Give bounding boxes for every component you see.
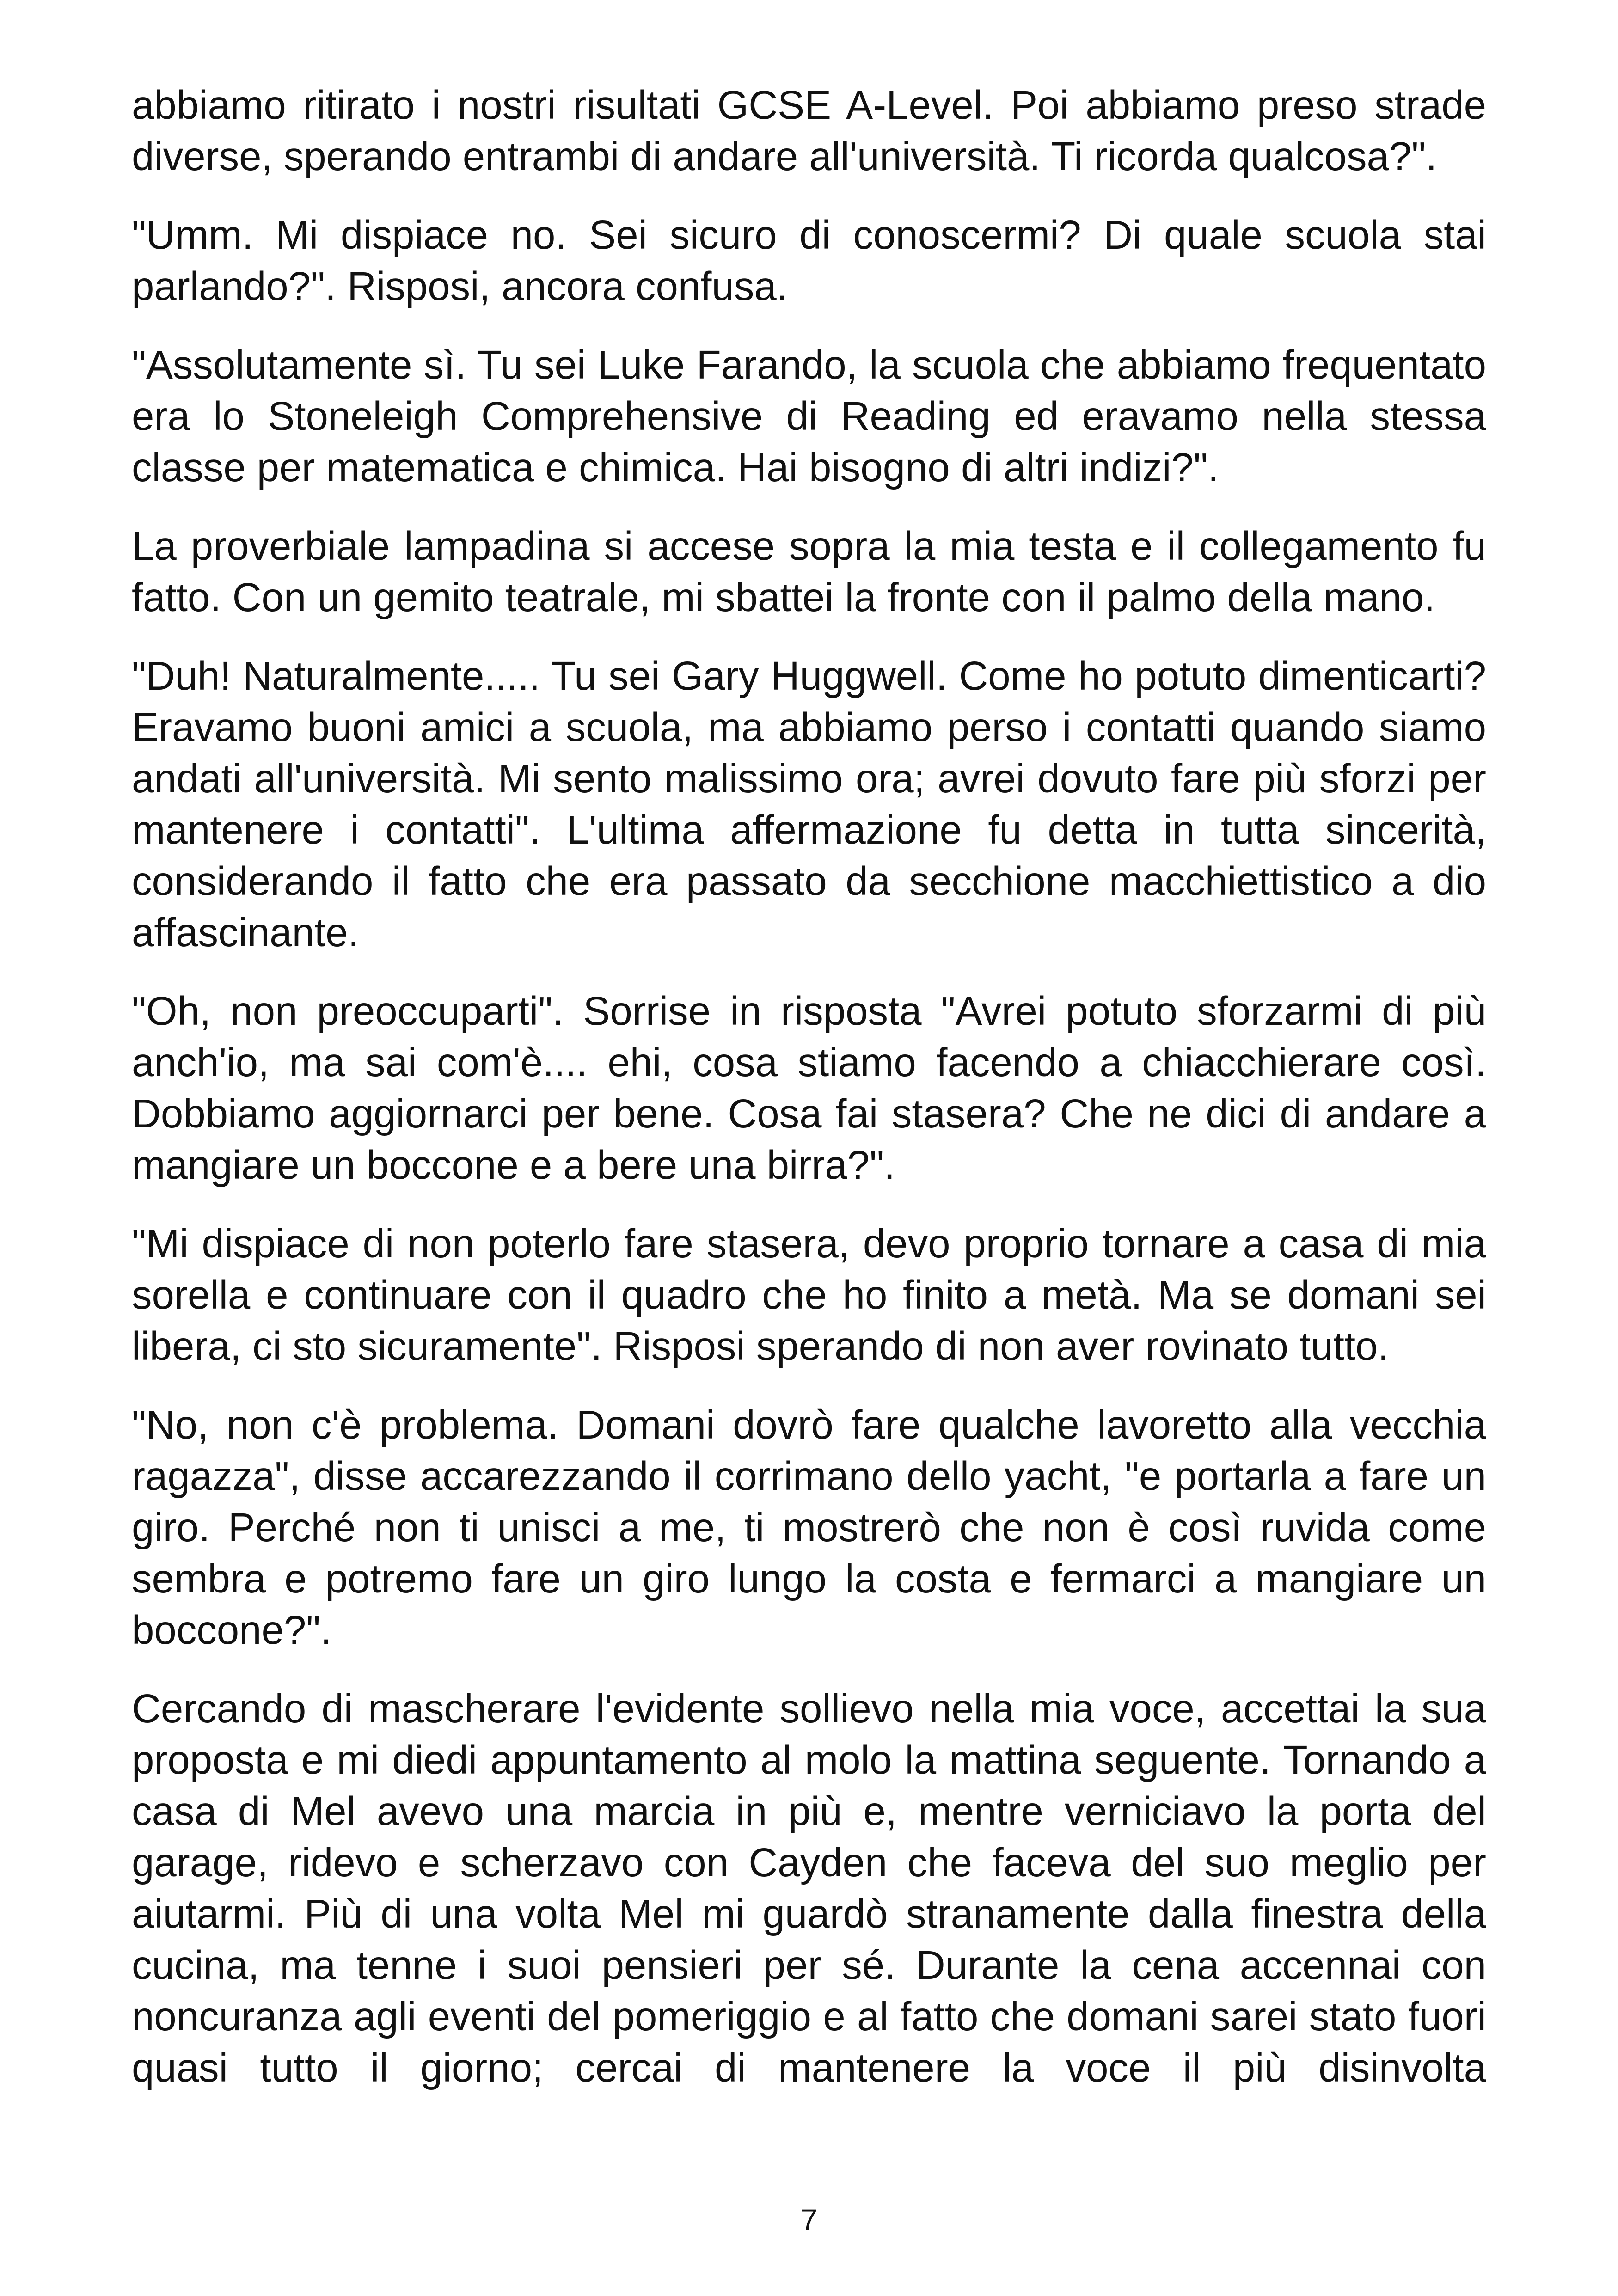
paragraph-6: "Oh, non preoccuparti". Sorrise in risposta "Avrei potuto sforzarmi di più anch'io, ma sai com'è.... ehi, cosa stiamo facendo a chiacchierare così. Dobbiamo aggiornarci per bene. Cosa fai stasera? Che ne dici di andare a mangiare un boccone e a bere una birra?". xyxy=(132,989,1486,1188)
paragraph-7: "Mi dispiace di non poterlo fare stasera, devo proprio tornare a casa di mia sorella e continuare con il quadro che ho finito a metà. Ma se domani sei libera, ci sto sicuramente". Risposi sperando di non aver rovinato tutto. xyxy=(132,1221,1486,1369)
paragraph-1: abbiamo ritirato i nostri risultati GCSE A-Level. Poi abbiamo preso strade diverse, sperando entrambi di andare all'università. Ti ricorda qualcosa?". xyxy=(132,83,1486,179)
paragraph-5: "Duh! Naturalmente..... Tu sei Gary Huggwell. Come ho potuto dimenticarti? Eravamo buoni amici a scuola, ma abbiamo perso i contatti quando siamo andati all'università. Mi sento malissimo ora; avrei dovuto fare più sforzi per mantenere i contatti". L'ultima affermazione fu detta in tutta sincerità, considerando il fatto che era passato da secchione macchiettistico a dio affascinante. xyxy=(132,654,1486,955)
paragraph-2: "Umm. Mi dispiace no. Sei sicuro di conoscermi? Di quale scuola stai parlando?". Risposi, ancora confusa. xyxy=(132,213,1486,309)
paragraph-9: Cercando di mascherare l'evidente sollievo nella mia voce, accettai la sua proposta e mi diedi appuntamento al molo la mattina seguente. Tornando a casa di Mel avevo una marcia in più e, mentre verniciavo la porta del garage, ridevo e scherzavo con Cayden che faceva del suo meglio per aiutarmi. Più di una volta Mel mi guardò stranamente dalla finestra della cucina, ma tenne i suoi pensieri per sé. Durante la cena accennai con noncuranza agli eventi del pomeriggio e al fatto che domani sarei stato fuori quasi tutto il giorno; cercai di mantenere la voce il più disinvolta xyxy=(132,1686,1486,2090)
paragraph-4: La proverbiale lampadina si accese sopra la mia testa e il collegamento fu fatto. Con un gemito teatrale, mi sbattei la fronte con il palmo della mano. xyxy=(132,524,1486,620)
paragraph-3: "Assolutamente sì. Tu sei Luke Farando, la scuola che abbiamo frequentato era lo Stoneleigh Comprehensive di Reading ed eravamo nella stessa classe per matematica e chimica. Hai bisogno di altri indizi?". xyxy=(132,343,1486,490)
document-body xyxy=(132,80,1486,2121)
page-number: 7 xyxy=(800,2203,818,2237)
paragraph-8: "No, non c'è problema. Domani dovrò fare qualche lavoretto alla vecchia ragazza", disse accarezzando il corrimano dello yacht, "e portarla a fare un giro. Perché non ti unisci a me, ti mostrerò che non è così ruvida come sembra e potremo fare un giro lungo la costa e fermarci a mangiare un boccone?". xyxy=(132,1402,1486,1653)
